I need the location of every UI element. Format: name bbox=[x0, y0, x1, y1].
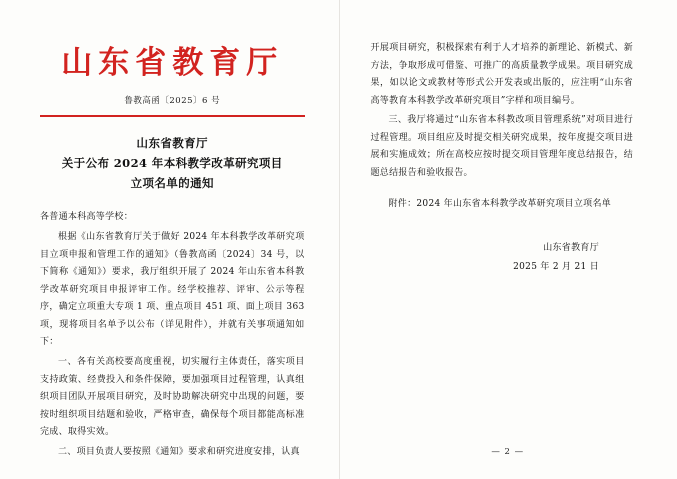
body-paragraph-3: 二、项目负责人要按照《通知》要求和研究进度安排，认真 bbox=[58, 446, 300, 457]
title-line-3: 立项名单的通知 bbox=[130, 175, 214, 190]
title-line-2: 关于公布 2024 年本科教学改革研究项目 bbox=[61, 155, 283, 170]
signature-date: 2025 年 2 月 21 日 bbox=[513, 262, 599, 273]
letterhead-title: 山东省教育厅 bbox=[61, 45, 284, 81]
body-paragraph-4: 开展项目研究，积极探索有利于人才培养的新理论、新模式、新方法，争取形成可借鉴、可推广的高质量教学成果。项目研究成果，如以论文或教材等形式公开发表或出版的，应注明“山东省高等教育本科教学改革研究项目”字样和项目编号。 bbox=[370, 43, 633, 106]
body-paragraph-2: 一、各有关高校要高度重视，切实履行主体责任，落实项目支持政策、经费投入和条件保障，要加强项目过程管理，认真组织项目团队开展项目研究，及时协助解决研究中出现的问题，要按时组织项目结题和验收，严格审查，确保每个项目都能高标准完成、取得实效。 bbox=[40, 356, 305, 438]
signature-block bbox=[371, 240, 634, 277]
body-paragraph-1: 根据《山东省教育厅关于做好 2024 年本科教学改革研究项目立项申报和管理工作的通知》（鲁教高函〔2024〕34 号，以下简称《通知》）要求，我厅组织开展了 2024 年山东省本科教学改革研究项目申报评审工作。经学校推荐、评审、公示等程序，确定立项重大专项 1 项、重点项目 451 项、面上项目 363 项，现将项目名单予以公布（详见附件），并就有关事项通知如下： bbox=[40, 232, 305, 348]
title-line-1: 山东省教育厅 bbox=[136, 135, 208, 150]
body-paragraph-5: 三、我厅将通过“山东省本科教改项目管理系统”对项目进行过程管理。项目组应及时提交相关研究成果，按年度提交项目进展和实施成效；所在高校应按时提交项目管理年度总结报告，结题总结报告和验收报告。 bbox=[370, 115, 633, 178]
page-right bbox=[339, 0, 677, 479]
document-number: 鲁教高函〔2025〕6 号 bbox=[124, 96, 221, 107]
red-divider-rule bbox=[40, 115, 305, 117]
signature-organization: 山东省教育厅 bbox=[543, 242, 599, 253]
attachment-line: 附件：2024 年山东省本科教学改革研究项目立项名单 bbox=[388, 199, 612, 210]
page-number: — 2 — bbox=[491, 447, 525, 457]
salutation: 各普通本科高等学校： bbox=[40, 212, 134, 223]
document-title bbox=[40, 133, 305, 193]
